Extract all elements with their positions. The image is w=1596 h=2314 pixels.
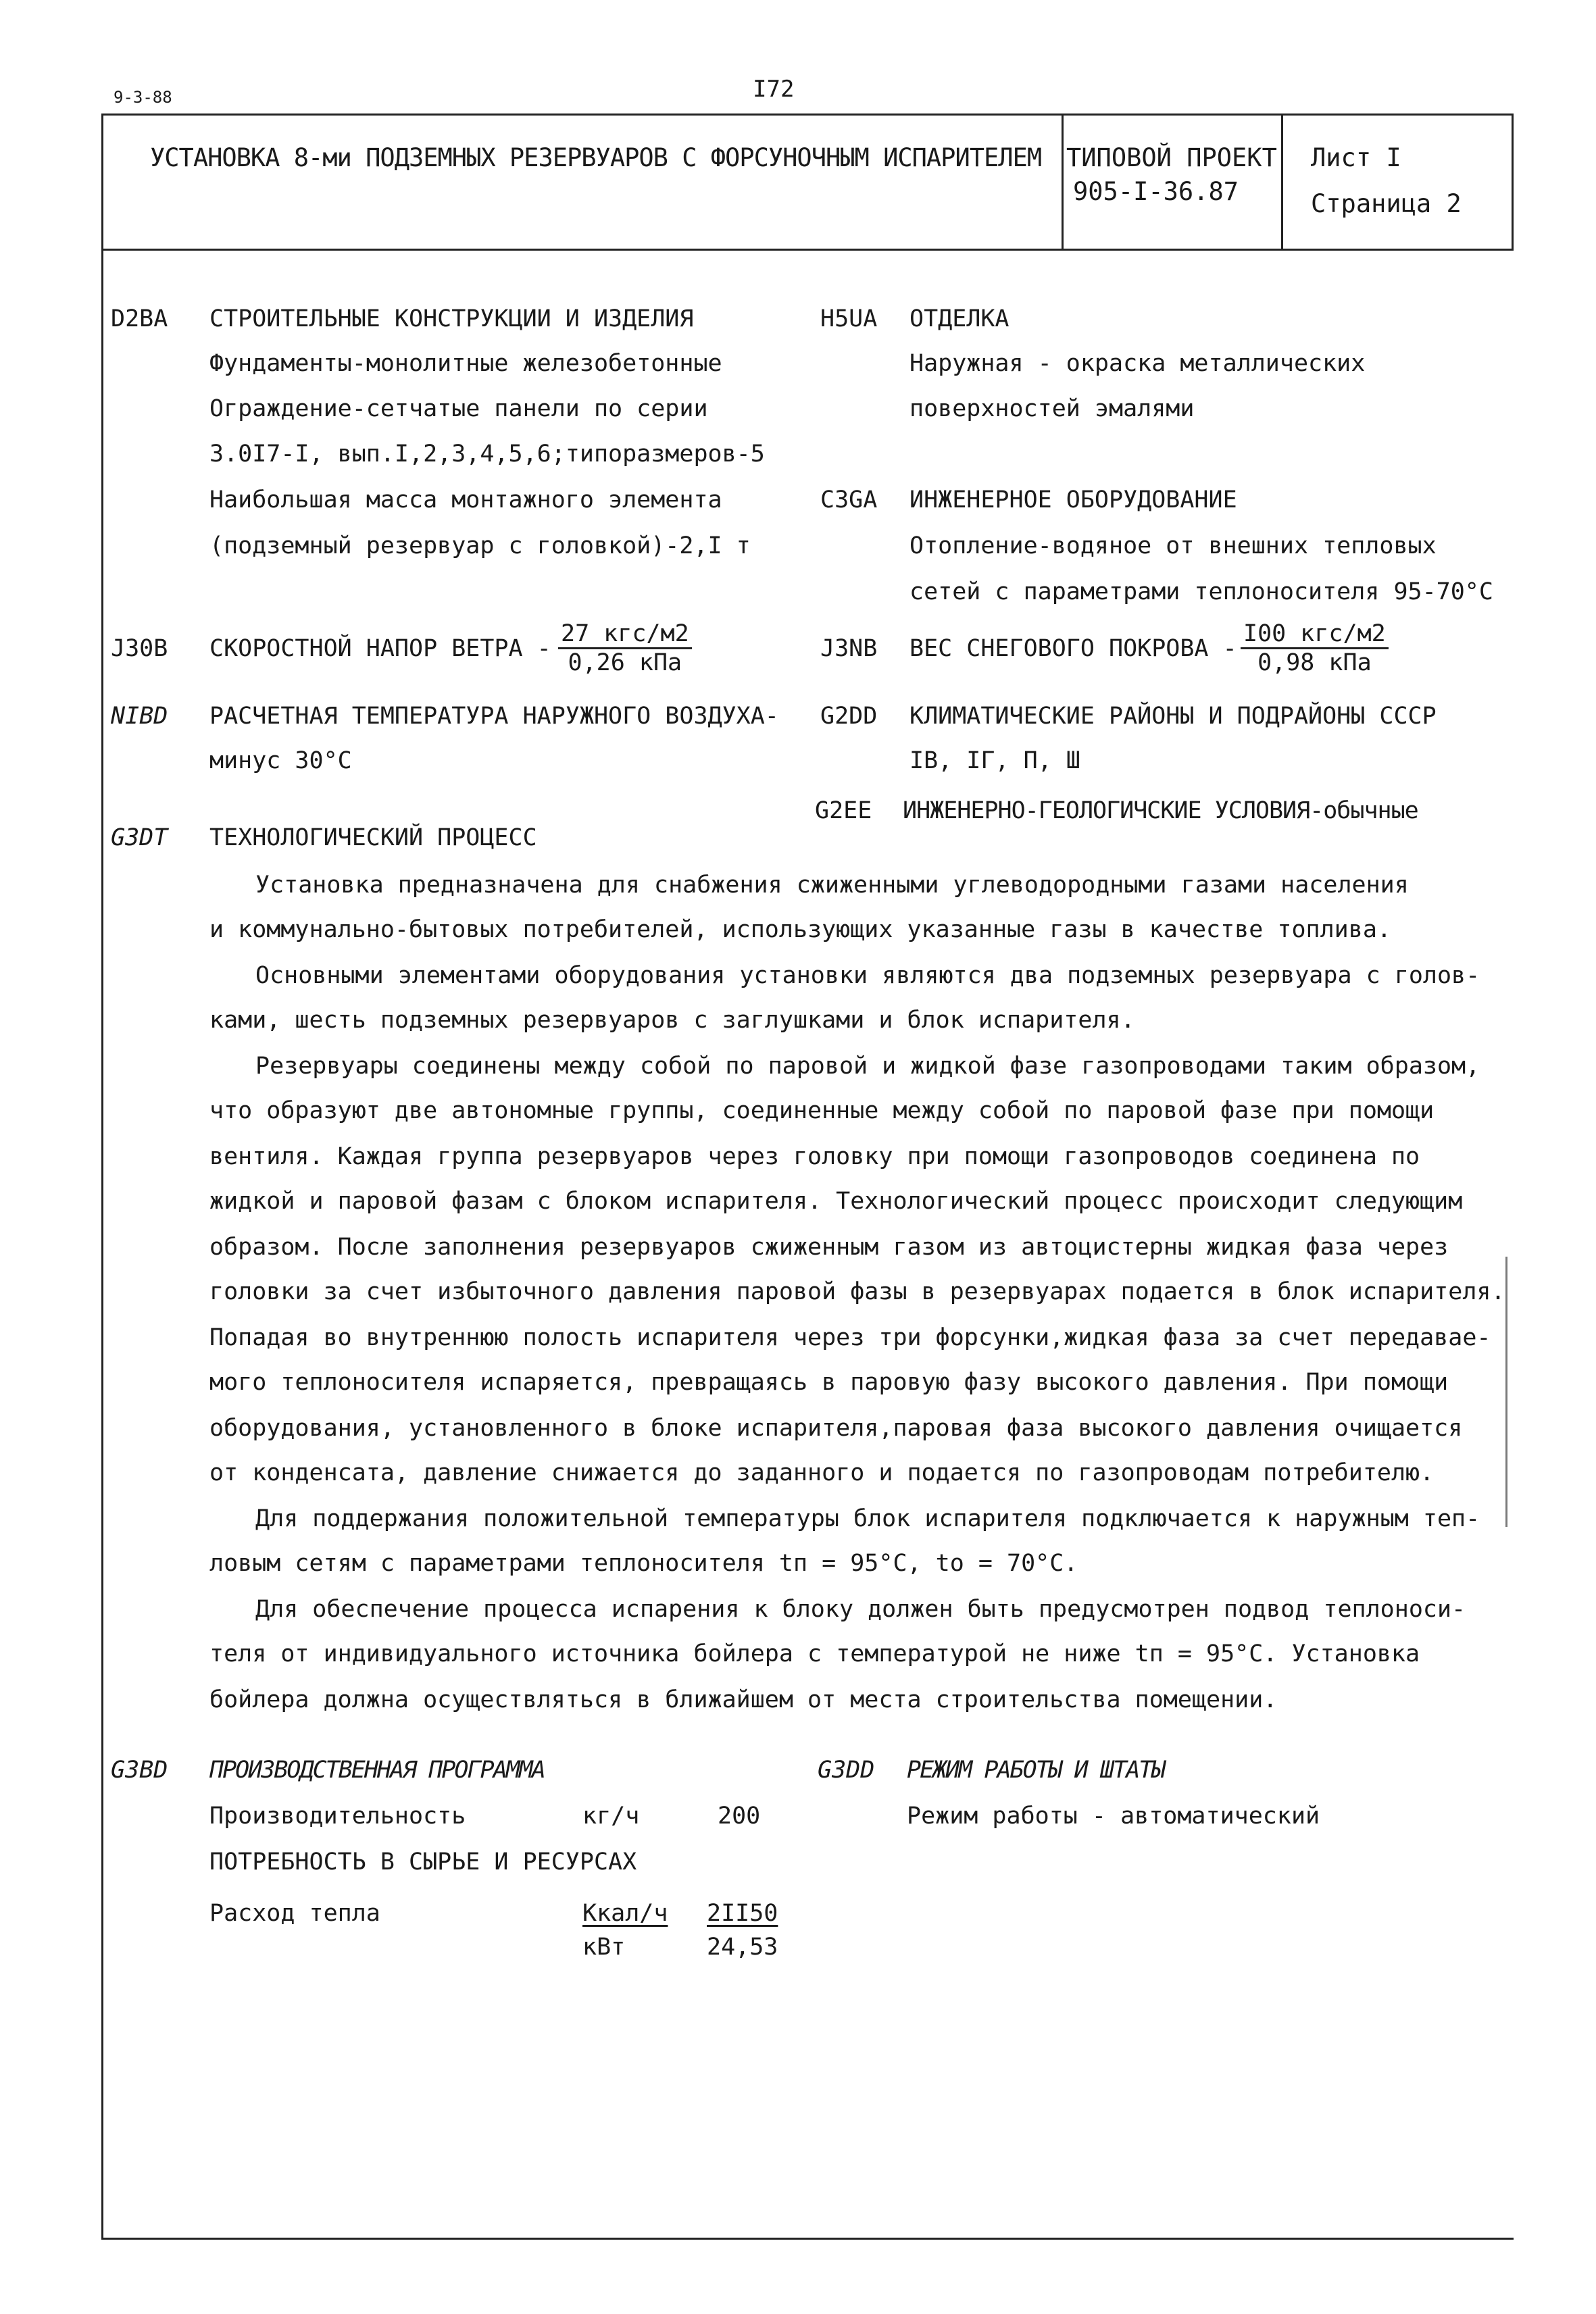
process-line-14: от конденсата, давление снижается до заданного и подается по газопроводам потребителю. [209,1459,1435,1486]
process-line-11: Попадая во внутреннюю полость испарителя через три форсунки,жидкая фаза за счет передавае- [209,1324,1491,1351]
process-line-2: и коммунально-бытовых потребителей, использующих указанные газы в качестве топлива. [209,916,1391,943]
process-line-19: бойлера должна осуществляться в ближайшем от места строительства помещении. [209,1686,1278,1713]
code-g3bd: G3BD [111,1757,168,1784]
process-line-17: Для обеспечение процесса испарения к блоку должен быть предусмотрен подвод теплоноси- [255,1596,1466,1623]
wind-numerator: 27 кгс/м2 [561,620,689,647]
snow-denominator: 0,98 кПа [1241,647,1389,676]
wind-label: СКОРОСТНОЙ НАПОР ВЕТРА - [209,635,551,662]
snow-fraction [1241,620,1389,676]
heat-unit-kw: кВт [582,1934,626,1961]
d2ba-line-4: Наибольшая масса монтажного элемента [209,486,722,513]
heat-value-kcal: 2II50 [707,1900,778,1927]
snow-numerator: I00 кгс/м2 [1243,620,1386,647]
wind-denominator: 0,26 кПа [558,647,692,676]
d2ba-heading: СТРОИТЕЛЬНЫЕ КОНСТРУКЦИИ И ИЗДЕЛИЯ [209,305,694,332]
d2ba-line-5: (подземный резервуар с головкой)-2,I т [209,532,751,559]
process-line-7: вентиля. Каждая группа резервуаров через головку при помощи газопроводов соединена по [209,1143,1420,1170]
heat-unit-kcal: Ккал/ч [582,1900,668,1927]
process-line-5: Резервуары соединены между собой по паровой и жидкой фазе газопроводами таким образом, [255,1053,1480,1080]
process-line-15: Для поддержания положительной температуры блок испарителя подключается к наружным теп- [255,1505,1480,1532]
nibd-line-2: минус 30°С [209,747,352,774]
process-line-4: ками, шесть подземных резервуаров с заглушками и блок испарителя. [209,1007,1135,1034]
productivity-unit: кг/ч [582,1803,640,1830]
code-j3nb: J3NB [820,635,878,662]
c3ga-heading: ИНЖЕНЕРНОЕ ОБОРУДОВАНИЕ [909,486,1237,513]
heat-value-kw: 24,53 [707,1934,778,1961]
c3ga-line-1: Отопление-водяное от внешних тепловых [909,532,1437,559]
regime-heading: РЕЖИМ РАБОТЫ И ШТАТЫ [907,1757,1165,1784]
process-line-13: оборудования, установленного в блоке испарителя,паровая фаза высокого давления очищается [209,1415,1463,1442]
d2ba-line-1: Фундаменты-монолитные железобетонные [209,350,722,377]
code-c3ga: C3GA [820,486,878,513]
snow-label: ВЕС СНЕГОВОГО ПОКРОВА - [909,635,1237,662]
h5ua-line-2: поверхностей эмалями [909,395,1195,422]
wind-fraction [558,620,692,676]
page-number: I72 [753,76,795,103]
doc-code: 9-3-88 [114,88,172,107]
process-line-3: Основными элементами оборудования установки являются два подземных резервуара с голов- [255,962,1480,989]
process-line-8: жидкой и паровой фазам с блоком испарителя. Технологический процесс происходит следующим [209,1188,1463,1215]
code-g2ee: G2EE [815,797,872,824]
d2ba-line-3: 3.0I7-I, вып.I,2,3,4,5,6;типоразмеров-5 [209,441,765,468]
productivity-label: Производительность [209,1803,466,1830]
nibd-line-1: РАСЧЕТНАЯ ТЕМПЕРАТУРА НАРУЖНОГО ВОЗДУХА- [209,703,779,730]
header-top-border [101,114,1514,116]
project-code: 905-I-36.87 [1073,177,1239,206]
code-j30b: J30B [111,635,168,662]
heat-label: Расход тепла [209,1900,380,1927]
h5ua-heading: ОТДЕЛКА [909,305,1009,332]
process-line-18: теля от индивидуального источника бойлера с температурой не ниже tп = 95°С. Установка [209,1640,1420,1667]
page-left-border [101,114,103,2240]
project-label: ТИПОВОЙ ПРОЕКТ [1066,143,1277,172]
process-line-1: Установка предназначена для снабжения сжиженными углеводородными газами населения [255,872,1409,899]
header-title: УСТАНОВКА 8-ми ПОДЗЕМНЫХ РЕЗЕРВУАРОВ С ФОРСУНОЧНЫМ ИСПАРИТЕЛЕМ [150,143,1042,172]
sheet-label: Лист I [1311,143,1401,172]
code-h5ua: H5UA [820,305,878,332]
g2ee-text: ИНЖЕНЕРНО-ГЕОЛОГИЧСКИЕ УСЛОВИЯ-обычные [903,797,1418,824]
header-divider-1 [1062,114,1064,249]
header-right-border [1512,114,1514,249]
page-label: Страница 2 [1311,189,1462,218]
code-d2ba: D2BA [111,305,168,332]
program-heading: ПРОИЗВОДСТВЕННАЯ ПРОГРАММА [209,1757,545,1784]
code-g3dd: G3DD [818,1757,875,1784]
resources-heading: ПОТРЕБНОСТЬ В СЫРЬЕ И РЕСУРСАХ [209,1848,637,1876]
c3ga-line-2: сетей с параметрами теплоносителя 95-70°С [909,578,1493,605]
code-nibd: NIBD [111,703,168,730]
productivity-value: 200 [718,1803,761,1830]
process-line-10: головки за счет избыточного давления паровой фазы в резервуарах подается в блок испарителя. [209,1278,1505,1305]
code-g3dt: G3DT [111,824,168,851]
process-line-12: мого теплоносителя испаряется, превращаясь в паровую фазу высокого давления. При помощи [209,1369,1449,1396]
process-line-16: ловым сетям с параметрами теплоносителя tп = 95°С, tо = 70°С. [209,1550,1078,1577]
g2dd-line-2: IВ, IГ, П, Ш [909,747,1080,774]
d2ba-line-2: Ограждение-сетчатые панели по серии [209,395,708,422]
regime-text: Режим работы - автоматический [907,1803,1320,1830]
g2dd-line-1: КЛИМАТИЧЕСКИЕ РАЙОНЫ И ПОДРАЙОНЫ СССР [909,703,1437,730]
process-line-9: образом. После заполнения резервуаров сжиженным газом из автоцистерны жидкая фаза через [209,1234,1449,1261]
h5ua-line-1: Наружная - окраска металлических [909,350,1366,377]
page-bottom-border [101,2238,1514,2240]
process-heading: ТЕХНОЛОГИЧЕСКИЙ ПРОЦЕСС [209,824,537,851]
header-bottom-border [101,249,1514,251]
code-g2dd: G2DD [820,703,878,730]
right-margin-mark [1505,1257,1507,1527]
process-line-6: что образуют две автономные группы, соединенные между собой по паровой фазе при помощи [209,1097,1435,1124]
header-divider-2 [1281,114,1283,249]
